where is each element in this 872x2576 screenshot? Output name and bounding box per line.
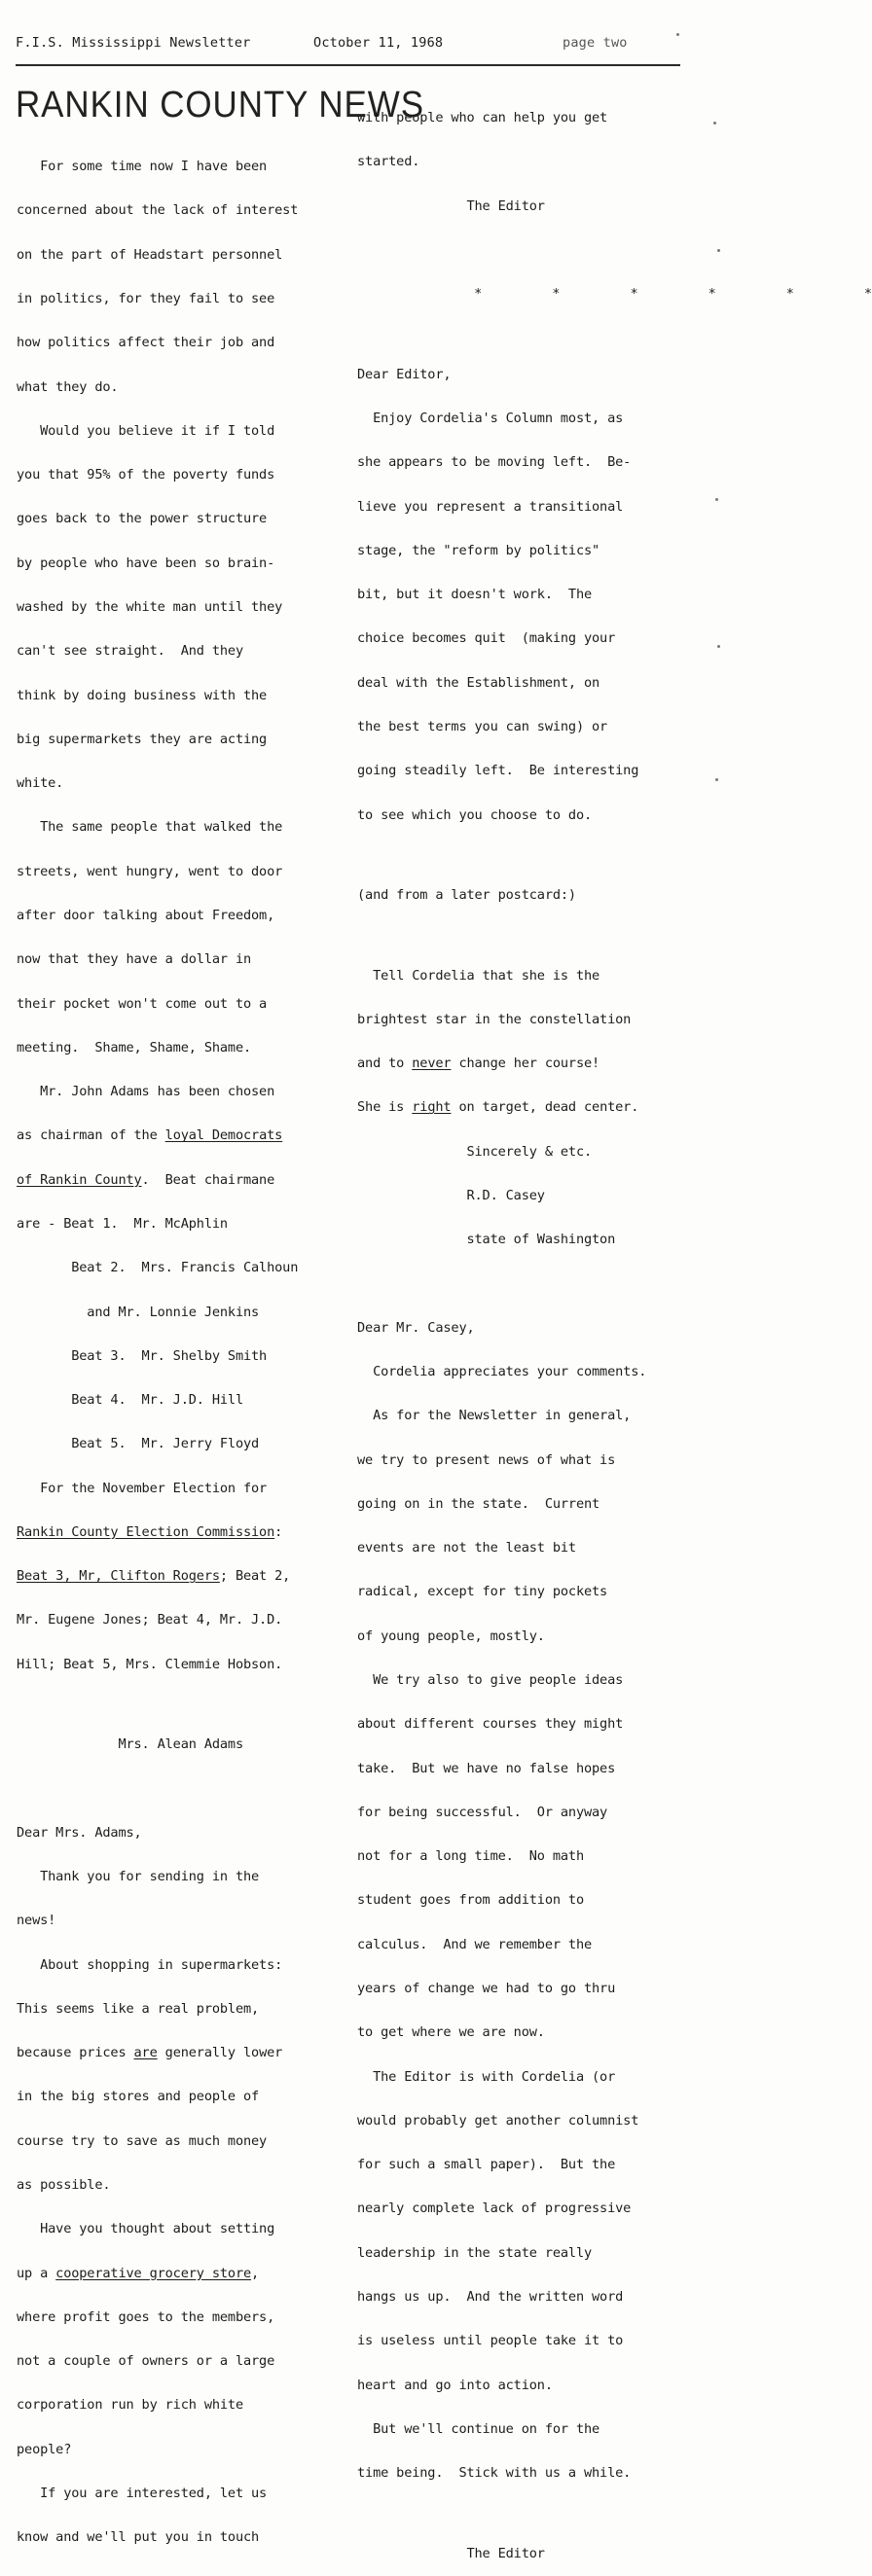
text-line: as possible. <box>17 2177 111 2194</box>
text-line: Have you thought about setting <box>17 2221 275 2237</box>
text-line: Beat 2. Mrs. Francis Calhoun <box>17 1260 299 1276</box>
text-line: their pocket won't come out to a <box>17 995 268 1012</box>
text-line: nearly complete lack of progressive <box>357 2200 632 2217</box>
text-run: . Beat chairmane <box>141 1171 275 1188</box>
text-line: know and we'll put you in touch <box>17 2529 260 2546</box>
text-line: in the big stores and people of <box>17 2089 260 2105</box>
text-line: Cordelia appreciates your comments. <box>357 1364 647 1380</box>
text-line: now that they have a dollar in <box>17 951 252 968</box>
text-run: ; Beat 2, <box>219 1568 291 1585</box>
text-line: But we'll continue on for the <box>357 2420 600 2437</box>
text-line: to see which you choose to do. <box>357 806 593 823</box>
signature-line: R.D. Casey <box>357 1187 545 1203</box>
text-line: Beat 3. Mr. Shelby Smith <box>17 1347 268 1364</box>
text-line: years of change we had to go thru <box>357 1981 616 1996</box>
text-line: stage, the "reform by politics" <box>357 542 600 558</box>
text-line: student goes from addition to <box>357 1892 584 1909</box>
text-line: in politics, for they fail to see <box>17 291 275 307</box>
text-line: can't see straight. And they <box>17 643 243 660</box>
text-line: The Editor is with Cordelia (or <box>357 2068 616 2085</box>
text-line: and Mr. Lonnie Jenkins <box>17 1304 260 1320</box>
newsletter-name: F.I.S. Mississippi Newsletter <box>16 35 251 51</box>
text-run: generally lower <box>157 2045 283 2061</box>
text-line: goes back to the power structure <box>17 511 268 527</box>
text-line: brightest star in the constellation <box>357 1011 632 1027</box>
text-line: for such a small paper). But the <box>357 2157 616 2173</box>
text-line: on the part of Headstart personnel <box>17 246 283 263</box>
text-line: hangs us up. And the written word <box>357 2288 624 2305</box>
text-line: As for the Newsletter in general, <box>357 1408 632 1424</box>
scan-speck <box>713 122 716 125</box>
text-line: Beat 5. Mr. Jerry Floyd <box>17 1436 260 1452</box>
text-line: news! <box>17 1913 56 1929</box>
left-column <box>17 130 298 2559</box>
text-line: you that 95% of the poverty funds <box>17 467 275 483</box>
text-line <box>357 1100 872 1115</box>
text-line <box>17 1173 298 1188</box>
underlined-run: cooperative grocery store <box>55 2265 252 2281</box>
text-line: For some time now I have been <box>17 159 268 175</box>
scan-speck <box>717 645 720 648</box>
text-line: she appears to be moving left. Be- <box>357 454 632 471</box>
text-line: of young people, mostly. <box>357 1628 545 1644</box>
text-line: heart and go into action. <box>357 2377 553 2393</box>
text-run: up a <box>17 2265 56 2281</box>
text-line: About shopping in supermarkets: <box>17 1956 283 1973</box>
underlined-run: Beat 3, Mr, Clifton Rogers <box>17 1568 220 1585</box>
underlined-run: loyal Democrats <box>164 1127 283 1144</box>
text-line <box>17 1525 298 1540</box>
underlined-run: are <box>133 2045 158 2061</box>
text-line: take. But we have no false hopes <box>357 1760 616 1776</box>
text-line: by people who have been so brain- <box>17 555 275 571</box>
text-line: are - Beat 1. Mr. McAphlin <box>17 1215 228 1232</box>
text-run: She is <box>357 1099 413 1116</box>
section-divider: * * * * * * <box>357 286 872 303</box>
scan-speck <box>715 498 718 501</box>
text-line: think by doing business with the <box>17 687 268 703</box>
text-line: streets, went hungry, went to door <box>17 863 283 879</box>
text-line: If you are interested, let us <box>17 2486 268 2501</box>
text-run: on target, dead center. <box>451 1099 639 1116</box>
underlined-run: Rankin County Election Commission <box>17 1523 275 1540</box>
text-line: about different courses they might <box>357 1716 624 1733</box>
text-line: Dear Mrs. Adams, <box>17 1824 142 1841</box>
text-line: Thank you for sending in the <box>17 1869 260 1885</box>
text-line: corporation run by rich white <box>17 2397 243 2414</box>
text-line: bit, but it doesn't work. The <box>357 587 593 603</box>
page-number: page two <box>563 35 628 51</box>
text-line: meeting. Shame, Shame, Shame. <box>17 1039 252 1055</box>
text-run: as chairman of the <box>17 1127 165 1144</box>
signature-line: Sincerely & etc. <box>357 1143 593 1160</box>
text-line: how politics affect their job and <box>17 335 275 351</box>
text-line: not for a long time. No math <box>357 1848 584 1865</box>
text-line: We try also to give people ideas <box>357 1672 624 1689</box>
text-line: not a couple of owners or a large <box>17 2353 275 2370</box>
underlined-run: right <box>412 1099 452 1116</box>
text-line: would probably get another columnist <box>357 2112 639 2129</box>
text-line: going steadily left. Be interesting <box>357 763 639 779</box>
text-line: Dear Mr. Casey, <box>357 1319 475 1336</box>
text-line: concerned about the lack of interest <box>17 202 299 219</box>
text-run: : <box>274 1523 283 1540</box>
text-line: Dear Editor, <box>357 366 452 382</box>
header-rule <box>16 64 680 66</box>
text-line: started. <box>357 154 420 170</box>
text-line: events are not the least bit <box>357 1540 576 1556</box>
text-run: , <box>251 2265 260 2281</box>
text-line: going on in the state. Current <box>357 1495 600 1512</box>
signature-line: The Editor <box>357 2545 545 2561</box>
text-line <box>17 2267 298 2281</box>
signature-line: Mrs. Alean Adams <box>17 1736 243 1753</box>
underlined-run: of Rankin County <box>17 1171 142 1188</box>
text-line: white. <box>17 775 64 792</box>
text-line: to get where we are now. <box>357 2024 545 2041</box>
text-line: the best terms you can swing) or <box>357 719 608 735</box>
issue-date: October 11, 1968 <box>313 35 444 51</box>
scan-speck <box>717 249 720 252</box>
text-line: Mr. John Adams has been chosen <box>17 1084 275 1100</box>
scan-speck <box>676 33 679 36</box>
text-line: Beat 4. Mr. J.D. Hill <box>17 1392 243 1409</box>
text-line: leadership in the state really <box>357 2244 593 2261</box>
signature-line: The Editor <box>357 197 545 214</box>
text-line: where profit goes to the members, <box>17 2308 275 2325</box>
text-line: what they do. <box>17 378 119 395</box>
text-line: lieve you represent a transitional <box>357 498 624 515</box>
text-line: radical, except for tiny pockets <box>357 1584 608 1600</box>
text-line <box>17 1128 298 1143</box>
text-line: big supermarkets they are acting <box>17 731 268 747</box>
text-line: washed by the white man until they <box>17 599 283 615</box>
text-line: choice becomes quit (making your <box>357 630 616 647</box>
text-line: course try to save as much money <box>17 2132 268 2149</box>
text-line: Mr. Eugene Jones; Beat 4, Mr. J.D. <box>17 1612 283 1628</box>
text-line: For the November Election for <box>17 1480 268 1496</box>
text-line: The same people that walked the <box>17 819 283 836</box>
text-line: time being. Stick with us a while. <box>357 2465 632 2482</box>
signature-line: state of Washington <box>357 1232 616 1248</box>
text-line: Would you believe it if I told <box>17 422 275 439</box>
text-line: calculus. And we remember the <box>357 1936 593 1952</box>
underlined-run: never <box>412 1055 452 1072</box>
masthead-title: RANKIN COUNTY NEWS <box>16 85 424 125</box>
text-line: Hill; Beat 5, Mrs. Clemmie Hobson. <box>17 1656 283 1672</box>
text-line: deal with the Establishment, on <box>357 674 600 691</box>
text-line <box>17 2046 298 2060</box>
text-line: (and from a later postcard:) <box>357 887 576 904</box>
text-line: Enjoy Cordelia's Column most, as <box>357 411 624 427</box>
text-line: people? <box>17 2441 72 2457</box>
text-line <box>357 1056 872 1071</box>
text-line: This seems like a real problem, <box>17 2000 260 2017</box>
text-line <box>17 1569 298 1584</box>
text-line: Tell Cordelia that she is the <box>357 967 600 984</box>
scan-speck <box>715 778 718 781</box>
text-line: with people who can help you get <box>357 110 608 126</box>
text-run: because prices <box>17 2045 134 2061</box>
text-line: for being successful. Or anyway <box>357 1804 608 1820</box>
text-line: after door talking about Freedom, <box>17 907 275 923</box>
text-run: and to <box>357 1055 413 1072</box>
text-run: change her course! <box>451 1055 600 1072</box>
text-line: is useless until people take it to <box>357 2333 624 2349</box>
text-line: we try to present news of what is <box>357 1451 616 1468</box>
right-column <box>357 82 872 2576</box>
